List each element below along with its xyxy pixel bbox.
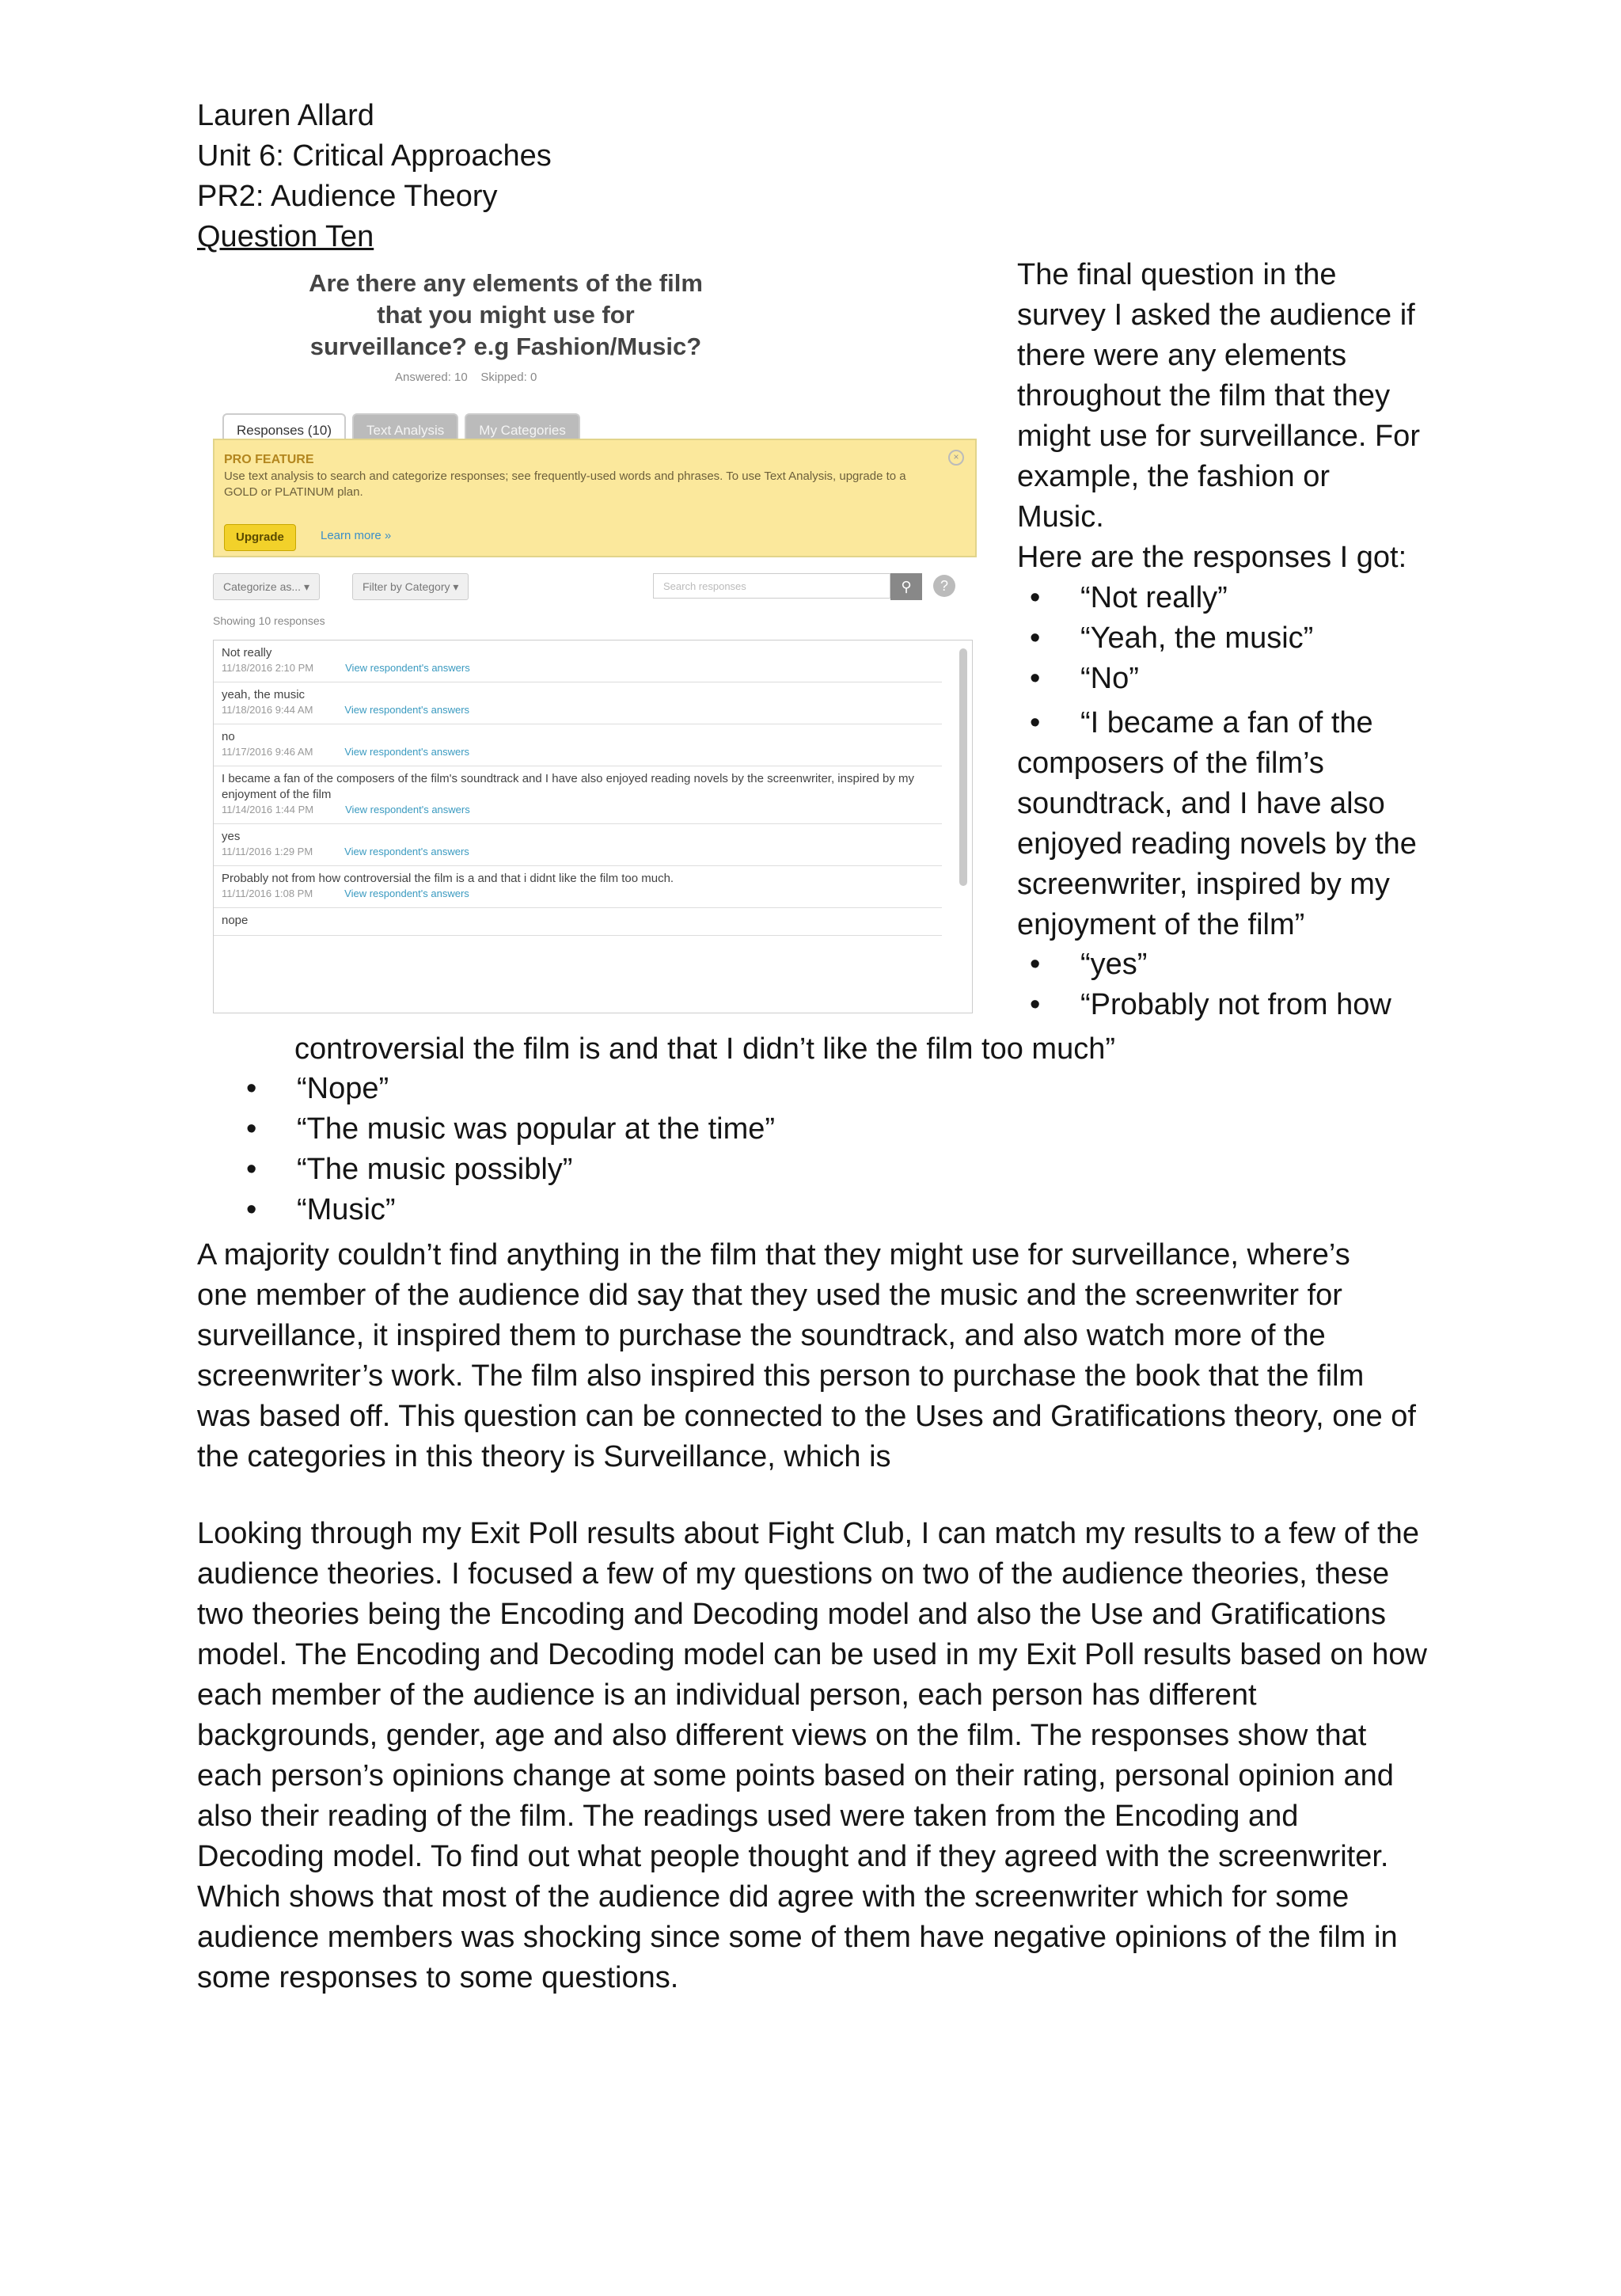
response-text: I became a fan of the composers of the film's soundtrack and I have also enjoyed reading novels by the screenwriter, inspired by my enjoyment of the film [222, 772, 914, 801]
showing-count: Showing 10 responses [213, 614, 325, 627]
text-line: survey I asked the audience if [1017, 298, 1415, 332]
response-text: yes [222, 830, 241, 843]
response-bullets-right [1017, 578, 1429, 699]
learn-more-link[interactable]: Learn more » [321, 529, 392, 542]
bullet-item: • “yes” [1017, 945, 1429, 985]
view-answers-link[interactable]: View respondent's answers [344, 846, 469, 857]
view-answers-link[interactable]: View respondent's answers [344, 888, 469, 899]
upgrade-button[interactable]: Upgrade [224, 524, 296, 551]
text-line: each person’s opinions change at some points based on their rating, personal opinion and [197, 1759, 1394, 1792]
text-line: “I became a fan of the [1080, 706, 1373, 739]
response-time: 11/18/2016 9:44 AM [222, 704, 313, 716]
response-text: yeah, the music [222, 688, 306, 701]
bullet-item: • “Probably not from how [1017, 985, 1429, 1025]
pro-feature-text: Use text analysis to search and categorize responses; see frequently-used words and phrases. To use Text Analysis, upgrade to a GOLD or PLATINUM plan. [224, 469, 906, 499]
response-text: nope [222, 914, 249, 927]
list-item [214, 724, 942, 766]
view-answers-link[interactable]: View respondent's answers [344, 704, 470, 716]
text-line: audience members was shocking since some of them have negative opinions of the film in [197, 1921, 1398, 1954]
response-time: 11/11/2016 1:08 PM [222, 888, 313, 899]
text-line: controversial the film is and that I didn’t like the film too much” [294, 1032, 1116, 1066]
help-icon[interactable]: ? [933, 575, 955, 597]
filter-dropdown[interactable]: Filter by Category ▾ [352, 573, 469, 600]
paragraph-surveillance [197, 1235, 1432, 1477]
text-line: surveillance, it inspired them to purchase the soundtrack, and also watch more of the [197, 1319, 1326, 1352]
bullet-mark: • [1030, 706, 1041, 739]
response-bullets-right-2 [1017, 945, 1429, 1025]
answered-count: Answered: 10 [395, 371, 468, 384]
bullet-item: • “The music was popular at the time” [233, 1109, 1183, 1150]
bullet-item: • “The music possibly” [233, 1150, 1183, 1190]
text-line: The final question in the [1017, 258, 1337, 291]
paragraph-conclusion [197, 1514, 1432, 1998]
response-text: Probably not from how controversial the film is a and that i didnt like the film too much. [222, 872, 674, 885]
tab-responses-label: Responses (10) [237, 423, 332, 438]
list-item [214, 641, 942, 682]
pro-feature-banner [213, 439, 977, 557]
text-line: Which shows that most of the audience did agree with the screenwriter which for some [197, 1880, 1350, 1914]
view-answers-link[interactable]: View respondent's answers [345, 662, 470, 674]
text-line: screenwriter, inspired by my [1017, 868, 1390, 901]
response-bullets-full [233, 1069, 1183, 1230]
tab-text-analysis-label: Text Analysis [366, 423, 445, 438]
bullet-item: • “Music” [233, 1190, 1183, 1230]
text-line: composers of the film’s [1017, 747, 1324, 780]
survey-screenshot [197, 261, 977, 1013]
response-filters [213, 572, 977, 603]
text-line: the categories in this theory is Surveillance, which is [197, 1440, 891, 1473]
view-answers-link[interactable]: View respondent's answers [345, 804, 470, 815]
bullet-item: • “Not really” [1017, 578, 1429, 618]
bullet-item: • “Yeah, the music” [1017, 618, 1429, 659]
response-time: 11/18/2016 2:10 PM [222, 662, 314, 674]
search-input[interactable]: Search responses [653, 573, 890, 599]
text-line: screenwriter’s work. The film also inspired this person to purchase the book that the film [197, 1359, 1365, 1393]
response-text: Not really [222, 646, 272, 660]
list-item [214, 766, 942, 824]
text-line: also their reading of the film. The readings used were taken from the Encoding and [197, 1800, 1299, 1833]
long-bullet [1017, 703, 1429, 945]
text-line: each member of the audience is an individual person, each person has different [197, 1678, 1257, 1712]
skipped-count: Skipped: 0 [480, 371, 537, 384]
text-line: there were any elements [1017, 339, 1347, 372]
bullet-item: • “No” [1017, 659, 1429, 699]
bullet-item [1017, 703, 1429, 743]
text-line: audience theories. I focused a few of my questions on two of the audience theories, these [197, 1557, 1390, 1591]
pr-title: PR2: Audience Theory [197, 180, 498, 213]
text-line: one member of the audience did say that they used the music and the screenwriter for [197, 1279, 1342, 1312]
response-time: 11/14/2016 1:44 PM [222, 804, 314, 815]
text-line: might use for surveillance. For [1017, 420, 1420, 453]
author-name: Lauren Allard [197, 99, 374, 132]
bullet-item: • “Nope” [233, 1069, 1183, 1109]
response-list [213, 640, 973, 1013]
view-answers-link[interactable]: View respondent's answers [344, 746, 470, 758]
text-line: backgrounds, gender, age and also different views on the film. The responses show that [197, 1719, 1367, 1752]
pro-feature-title: PRO FEATURE [224, 453, 314, 466]
search-icon[interactable]: ⚲ [890, 573, 922, 600]
text-line: soundtrack, and I have also [1017, 787, 1385, 820]
response-time: 11/11/2016 1:29 PM [222, 846, 313, 857]
intro-text [1017, 255, 1429, 578]
close-icon[interactable]: × [948, 450, 964, 466]
question-heading: Question Ten [197, 220, 374, 253]
tab-my-categories-label: My Categories [479, 423, 566, 438]
text-line: Decoding model. To find out what people thought and if they agreed with the screenwriter. [197, 1840, 1389, 1873]
scrollbar[interactable] [959, 648, 967, 886]
text-line: some responses to some questions. [197, 1961, 679, 1994]
categorize-dropdown[interactable]: Categorize as... ▾ [213, 573, 320, 600]
text-line: Music. [1017, 500, 1104, 534]
text-line: two theories being the Encoding and Decoding model and also the Use and Gratifications [197, 1598, 1386, 1631]
list-item [214, 682, 942, 724]
text-line: model. The Encoding and Decoding model can be used in my Exit Poll results based on how [197, 1638, 1427, 1671]
document-header [197, 96, 909, 257]
list-item [214, 866, 942, 908]
text-line: enjoyment of the film” [1017, 908, 1305, 941]
survey-question-title: Are there any elements of the film that you might use for surveillance? e.g Fashion/Music? [309, 269, 703, 360]
text-line: A majority couldn’t find anything in the film that they might use for surveillance, where’s [197, 1238, 1350, 1272]
list-item [214, 824, 942, 866]
text-line: Here are the responses I got: [1017, 541, 1407, 574]
response-text: no [222, 730, 235, 743]
text-line: enjoyed reading novels by the [1017, 827, 1417, 861]
response-time: 11/17/2016 9:46 AM [222, 746, 313, 758]
unit-title: Unit 6: Critical Approaches [197, 139, 552, 173]
text-line: Looking through my Exit Poll results about Fight Club, I can match my results to a few of the [197, 1517, 1419, 1550]
text-line: example, the fashion or [1017, 460, 1331, 493]
list-item [214, 908, 942, 936]
text-line: throughout the film that they [1017, 379, 1391, 412]
text-line: was based off. This question can be connected to the Uses and Gratifications theory, one of [197, 1400, 1416, 1433]
survey-answer-counts [395, 371, 537, 384]
